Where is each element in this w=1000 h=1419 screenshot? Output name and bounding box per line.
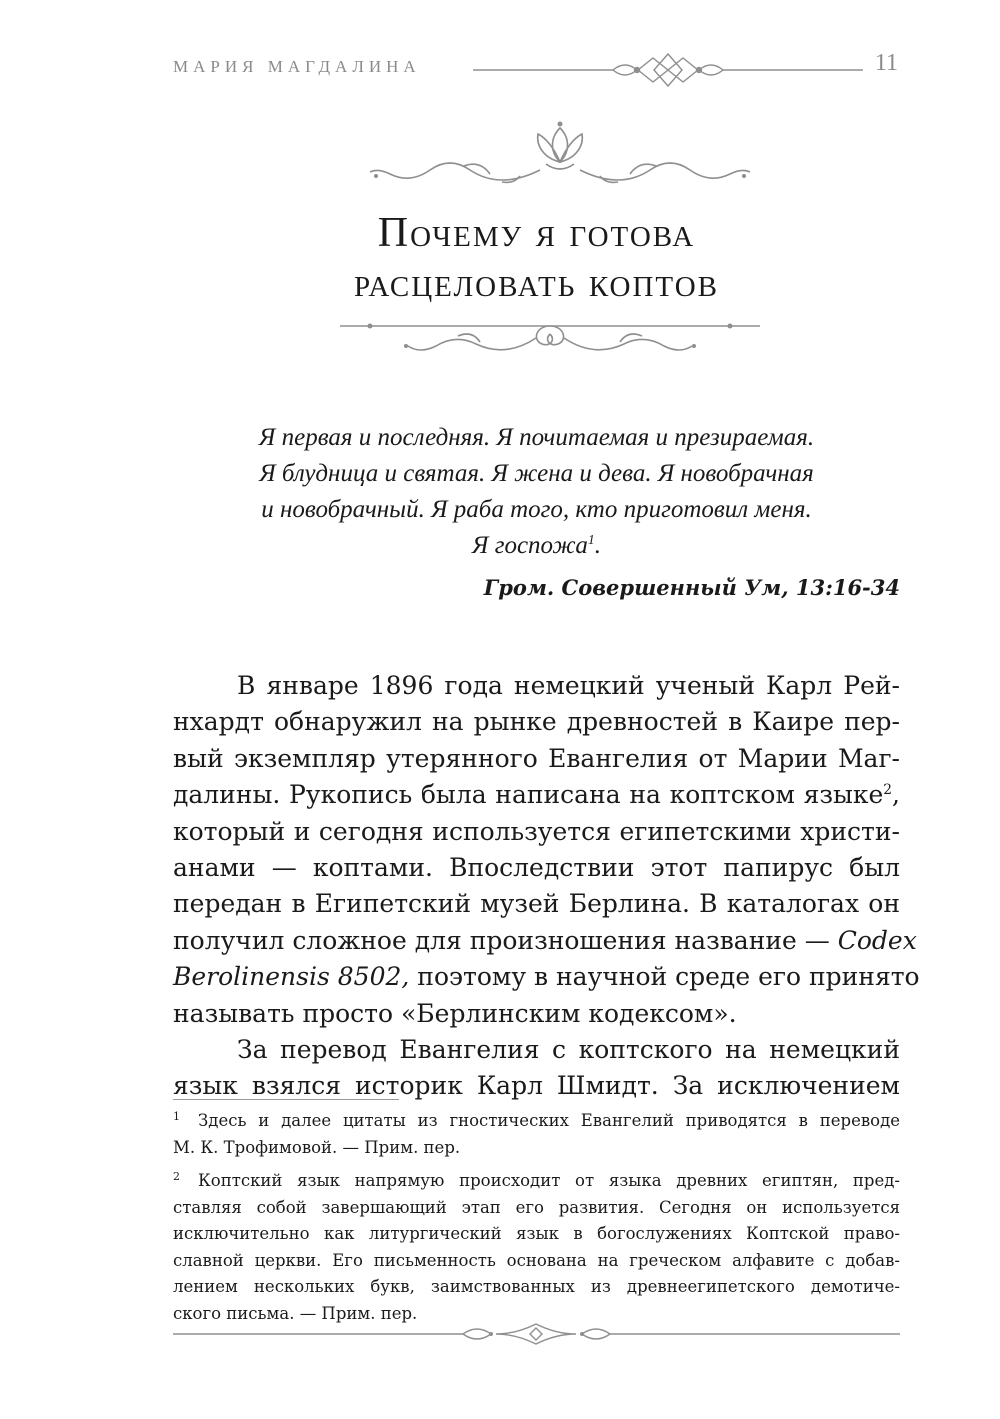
footnotes [173,1108,900,1334]
codex-title: Codex [837,925,917,955]
running-header [173,50,900,90]
body-line-tail: , [892,780,900,810]
epigraph-line: Я блудница и святая. Я жена и дева. Я новобрачная [259,460,814,487]
body-line: В январе 1896 года немецкий ученый Карл Рей- [237,671,900,700]
footer-divider-ornament-icon [173,1320,900,1348]
footnote-line: славной церкви. Его письменность основана на греческом алфавите с добав- [173,1250,900,1270]
codex-title: Berolinensis 8502, [173,962,410,992]
knot-ornament-icon [473,50,863,90]
footnote-line: М. К. Трофимовой. — Прим. пер. [173,1137,461,1157]
footnote-line: ского письма. — Прим. пер. [173,1303,418,1323]
body-line: язык взялся историк Карл Шмидт. За исключением [173,1071,900,1101]
body-line-text: далины. Рукопись была написана на коптском языке [173,780,884,810]
scroll-divider-ornament-icon [340,318,760,358]
epigraph-line: Я первая и последняя. Я почитаемая и презираемая. [258,424,815,451]
body-line [173,959,920,995]
body-line: называть просто «Берлинским кодексом». [173,998,737,1028]
footnote-ref[interactable]: 2 [883,782,893,799]
footnote-line: 2 Коптский язык напрямую происходит от языка древних египтян, пред- [173,1170,900,1190]
footnote-line: 1 Здесь и далее цитаты из гностических Евангелий приводятся в переводе [173,1110,900,1130]
epigraph-source: Гром. Совершенный Ум, 13:16-34 [483,575,900,600]
epigraph-line [173,528,900,564]
body-line: вый экземпляр утерянного Евангелия от Марии Маг- [173,743,900,773]
chapter-title [173,208,900,308]
running-title: МАРИЯ МАГДАЛИНА [173,57,421,76]
body-line: который и сегодня используется египетскими христи- [173,816,900,846]
epigraph-line-end: . [594,532,601,559]
body-line: передан в Египетский музей Берлина. В каталогах он [173,889,900,919]
body-line-text: получил сложное для произношения название — [173,925,830,955]
footnote-line-text: Коптский язык напрямую происходит от языка древних египтян, пред- [198,1171,900,1190]
body-line: анами — коптами. Впоследствии этот папирус был [173,852,900,882]
page-number: 11 [874,50,898,76]
body-line [173,923,917,959]
footnote-line: ставляя собой завершающий этап его развития. Сегодня он используется [173,1197,900,1217]
footnote-1 [173,1108,900,1161]
footnote-rule [173,1099,399,1100]
body-line-text: поэтому в научной среде его принято [417,962,920,992]
footnote-line-text: Здесь и далее цитаты из гностических Евангелий приводятся в переводе [198,1111,900,1130]
body-text [173,668,920,1105]
chapter-title-line: Почему я готова [377,210,696,256]
chapter-title-line: расцеловать коптов [353,260,720,306]
lotus-scroll-ornament-icon [370,118,750,190]
epigraph-line-text: Я госпожа [472,532,588,559]
body-line: нхардт обнаружил на рынке древностей в Каире пер- [173,707,900,737]
epigraph-line: и новобрачный. Я раба того, кто приготовил меня. [261,496,812,523]
footnote-2 [173,1168,900,1327]
footnote-line: лением нескольких букв, заимствованных из древнеегипетского демотиче- [173,1277,900,1296]
body-line: За перевод Евангелия с коптского на немецкий [237,1034,900,1064]
body-line [173,777,900,813]
footnote-ref[interactable]: 1 [587,532,595,548]
footnote-line: исключительно как литургический язык в богослужениях Коптской право- [173,1224,900,1243]
epigraph [173,420,900,564]
